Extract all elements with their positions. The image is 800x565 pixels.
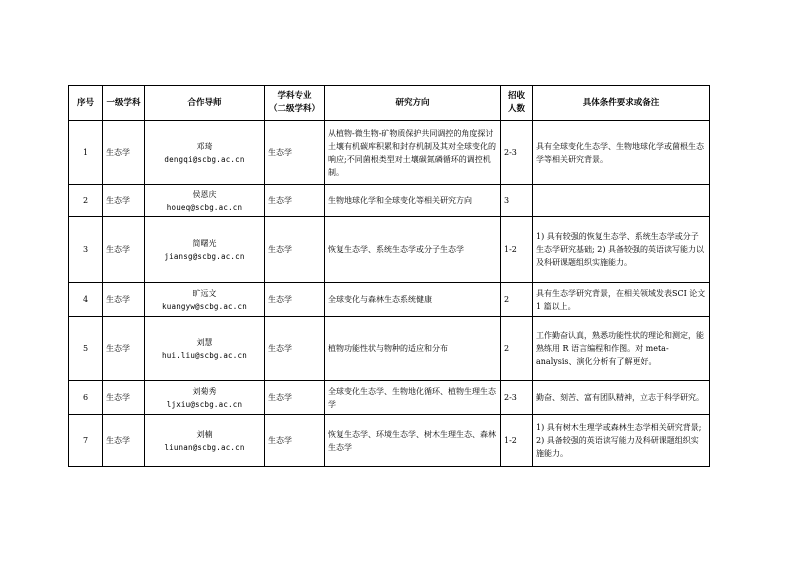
header-requirements: 具体条件要求或备注 bbox=[533, 86, 710, 121]
header-quota: 招收人数 bbox=[501, 86, 533, 121]
row-advisor bbox=[145, 283, 265, 317]
table-row bbox=[69, 185, 710, 217]
advisor-name: 邓琦 bbox=[196, 141, 213, 151]
row-requirements: 1) 具有较强的恢复生态学、系统生态学或分子生态学研究基础; 2) 具备较强的英语读写能力以及科研课题组织实施能力。 bbox=[533, 217, 710, 283]
advisor-name: 刘菊秀 bbox=[192, 386, 217, 396]
row-advisor bbox=[145, 415, 265, 467]
row-discipline: 生态学 bbox=[103, 121, 145, 185]
advisor-email: dengqi@scbg.ac.cn bbox=[164, 154, 245, 164]
row-no: 5 bbox=[69, 317, 103, 381]
header-major: 学科专业 （二级学科） bbox=[265, 86, 325, 121]
row-no: 3 bbox=[69, 217, 103, 283]
row-requirements: 具有生态学研究背景，在相关领域发表SCI 论文 1 篇以上。 bbox=[533, 283, 710, 317]
advisor-name: 简曙光 bbox=[192, 238, 217, 248]
row-major: 生态学 bbox=[265, 381, 325, 415]
row-advisor bbox=[145, 121, 265, 185]
table-row bbox=[69, 283, 710, 317]
header-no: 序号 bbox=[69, 86, 103, 121]
table-row bbox=[69, 415, 710, 467]
row-quota: 3 bbox=[501, 185, 533, 217]
header-advisor: 合作导师 bbox=[145, 86, 265, 121]
advisor-email: liunan@scbg.ac.cn bbox=[164, 442, 245, 452]
row-direction: 植物功能性状与物种的适应和分布 bbox=[325, 317, 501, 381]
advisor-email: jiansg@scbg.ac.cn bbox=[164, 251, 245, 261]
row-requirements bbox=[533, 185, 710, 217]
row-discipline: 生态学 bbox=[103, 381, 145, 415]
row-advisor bbox=[145, 317, 265, 381]
row-advisor bbox=[145, 217, 265, 283]
row-quota: 1-2 bbox=[501, 217, 533, 283]
row-requirements: 工作勤奋认真，熟悉功能性状的理论和测定，能熟练用 R 语言编程和作图。对 meta-analysis、演化分析有了解更好。 bbox=[533, 317, 710, 381]
table-row bbox=[69, 381, 710, 415]
row-direction: 从植物-微生物-矿物质保护共同调控的角度探讨土壤有机碳库积累和封存机制及其对全球变化的响应;不同菌根类型对土壤碳氮磷循环的调控机制。 bbox=[325, 121, 501, 185]
row-quota: 2-3 bbox=[501, 381, 533, 415]
row-quota: 2 bbox=[501, 283, 533, 317]
row-direction: 生物地球化学和全球变化等相关研究方向 bbox=[325, 185, 501, 217]
row-direction: 全球变化生态学、生物地化循环、植物生理生态学 bbox=[325, 381, 501, 415]
row-quota: 1-2 bbox=[501, 415, 533, 467]
row-no: 2 bbox=[69, 185, 103, 217]
header-row bbox=[69, 86, 710, 121]
row-no: 1 bbox=[69, 121, 103, 185]
row-major: 生态学 bbox=[265, 283, 325, 317]
advisor-table bbox=[68, 85, 710, 467]
advisor-email: hui.liu@scbg.ac.cn bbox=[162, 350, 247, 360]
row-no: 6 bbox=[69, 381, 103, 415]
row-discipline: 生态学 bbox=[103, 185, 145, 217]
header-discipline: 一级学科 bbox=[103, 86, 145, 121]
advisor-name: 刘楠 bbox=[196, 429, 213, 439]
table-row bbox=[69, 121, 710, 185]
row-discipline: 生态学 bbox=[103, 317, 145, 381]
table-row bbox=[69, 217, 710, 283]
advisor-email: kuangyw@scbg.ac.cn bbox=[162, 301, 247, 311]
row-quota: 2-3 bbox=[501, 121, 533, 185]
row-requirements: 具有全球变化生态学、生物地球化学或菌根生态学等相关研究背景。 bbox=[533, 121, 710, 185]
advisor-name: 侯恩庆 bbox=[192, 189, 217, 199]
advisor-name: 旷远文 bbox=[192, 288, 217, 298]
row-direction: 全球变化与森林生态系统健康 bbox=[325, 283, 501, 317]
row-major: 生态学 bbox=[265, 217, 325, 283]
row-major: 生态学 bbox=[265, 185, 325, 217]
row-discipline: 生态学 bbox=[103, 217, 145, 283]
row-discipline: 生态学 bbox=[103, 415, 145, 467]
advisor-email: ljxiu@scbg.ac.cn bbox=[166, 399, 243, 409]
row-direction: 恢复生态学、环境生态学、树木生理生态、森林生态学 bbox=[325, 415, 501, 467]
row-major: 生态学 bbox=[265, 121, 325, 185]
row-no: 4 bbox=[69, 283, 103, 317]
row-no: 7 bbox=[69, 415, 103, 467]
row-requirements: 勤奋、刻苦、富有团队精神，立志于科学研究。 bbox=[533, 381, 710, 415]
row-advisor bbox=[145, 381, 265, 415]
row-quota: 2 bbox=[501, 317, 533, 381]
advisor-name: 刘慧 bbox=[196, 337, 213, 347]
header-direction: 研究方向 bbox=[325, 86, 501, 121]
row-direction: 恢复生态学、系统生态学或分子生态学 bbox=[325, 217, 501, 283]
advisor-email: houeq@scbg.ac.cn bbox=[166, 202, 243, 212]
row-advisor bbox=[145, 185, 265, 217]
row-major: 生态学 bbox=[265, 317, 325, 381]
table-row bbox=[69, 317, 710, 381]
row-discipline: 生态学 bbox=[103, 283, 145, 317]
row-requirements: 1) 具有树木生理学或森林生态学相关研究背景; 2) 具备较强的英语读写能力及科研课题组织实施能力。 bbox=[533, 415, 710, 467]
row-major: 生态学 bbox=[265, 415, 325, 467]
